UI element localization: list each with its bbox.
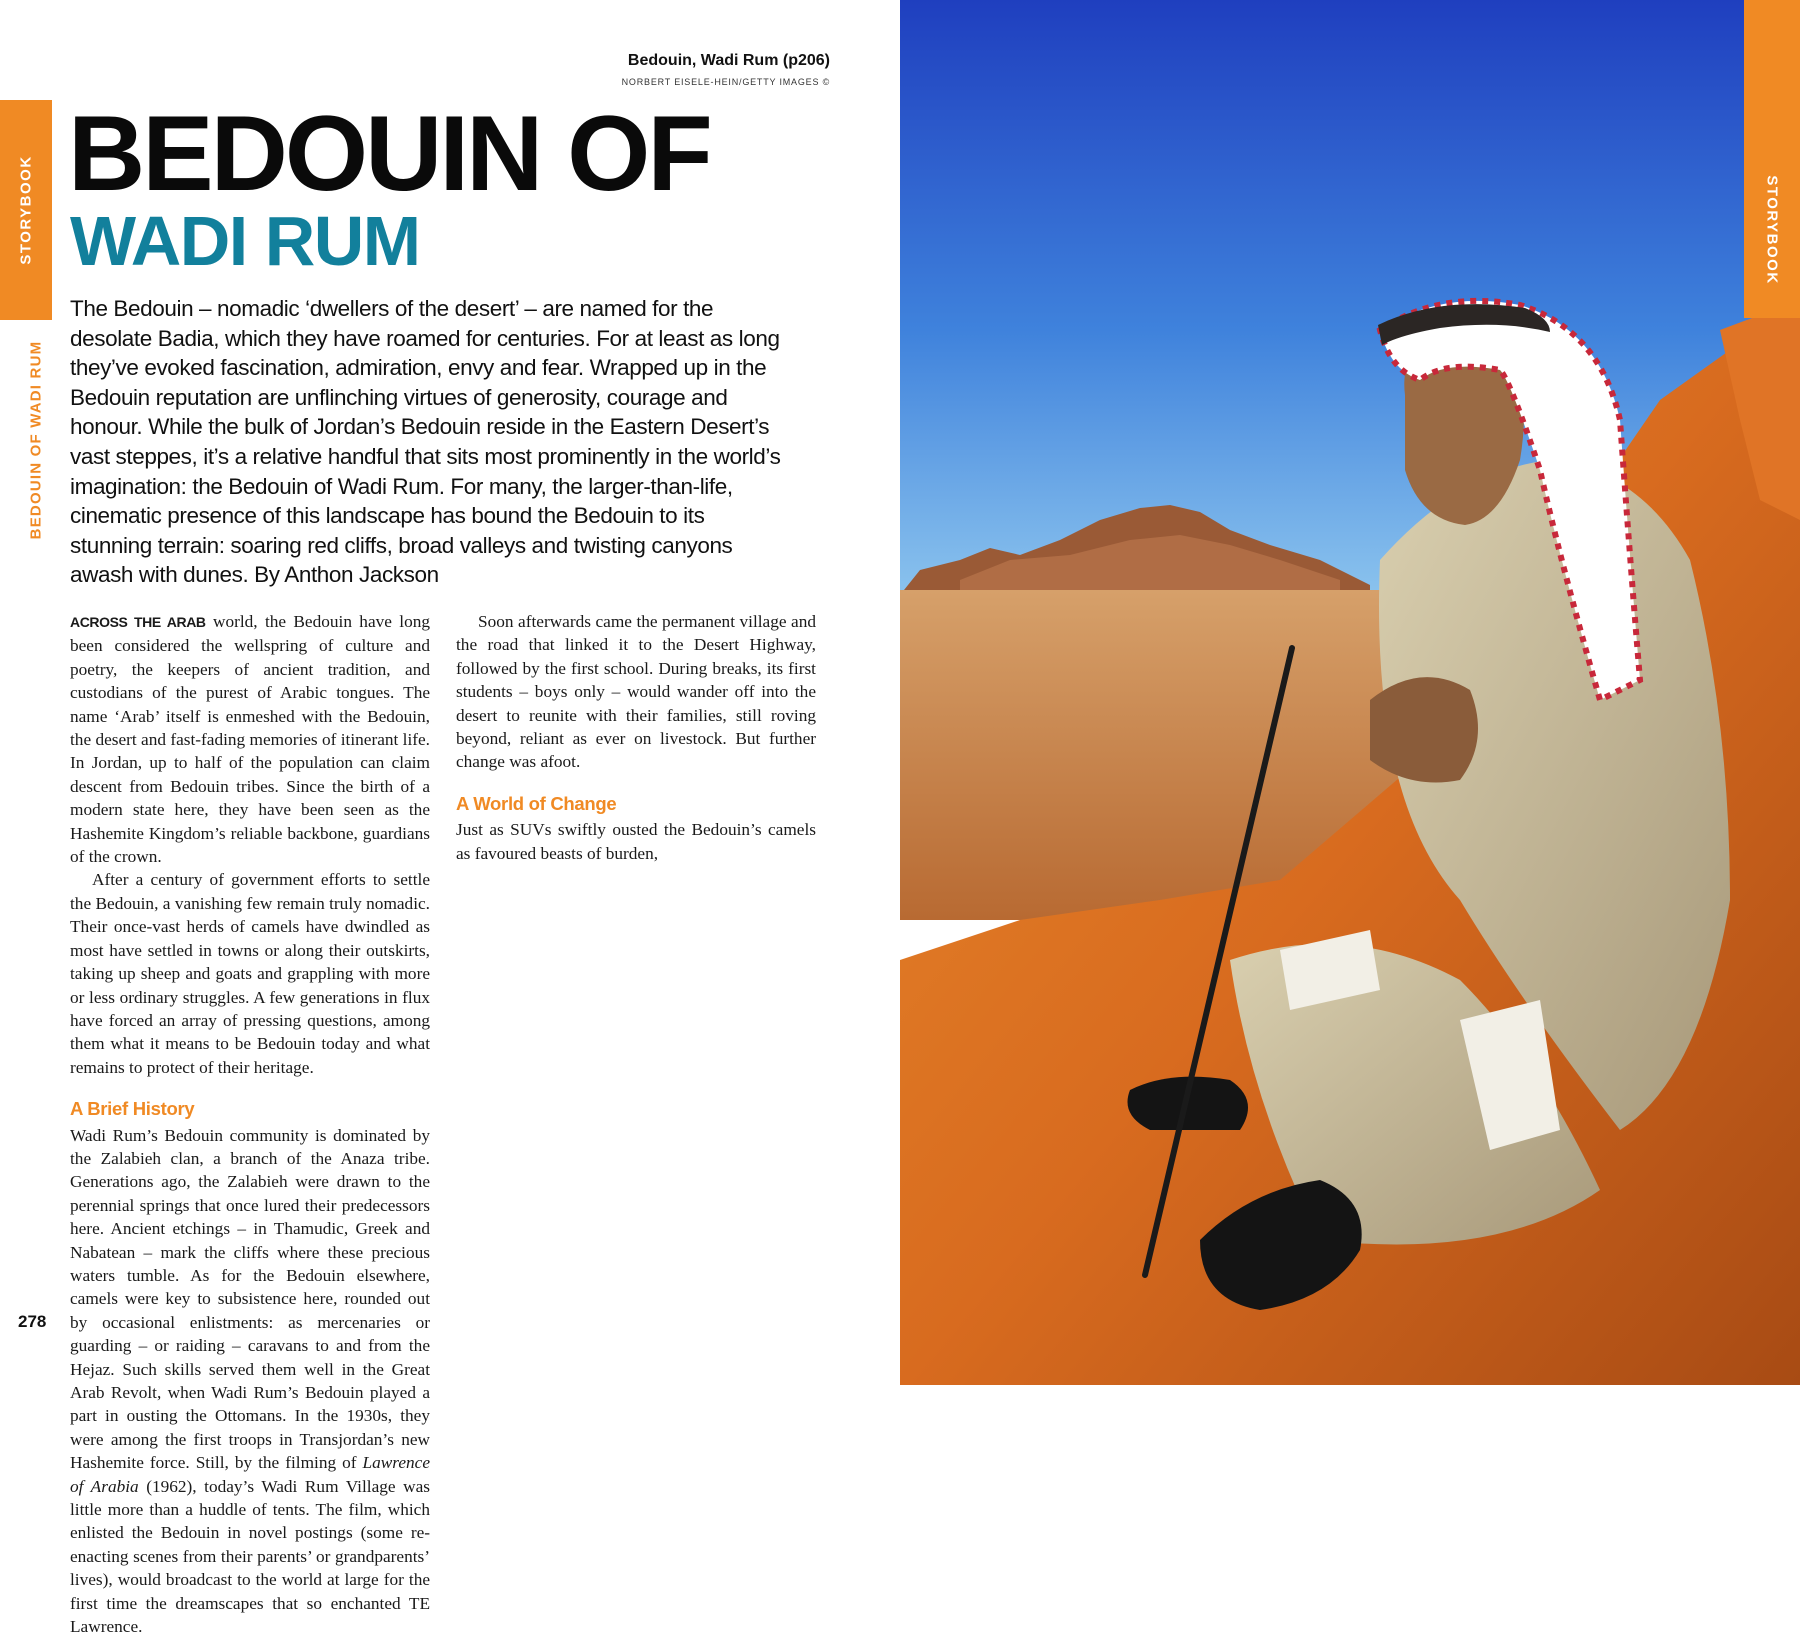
storybook-tab-left bbox=[0, 100, 52, 320]
body-column-1 bbox=[70, 610, 430, 1638]
paragraph-text: Wadi Rum’s Bedouin community is dominated by the Zalabieh clan, a branch of the Anaza tribe. Generations ago, the Zalabieh were drawn to the perennial springs that once lured their predecessors here. Ancient etchings – in Thamudic, Greek and Nabatean – mark the cliffs where these precious waters tumble. As for the Bedouin elsewhere, camels were key to subsistence here, rounded out by occasional enlistments: as mercenaries or guarding – or raiding – caravans to and from the Hejaz. Such skills served them well in the Great Arab Revolt, when Wadi Rum’s Bedouin played a part in ousting the Ottomans. In the 1930s, they were among the first troops in Transjordan’s new Hashemite force. Still, by the filming of bbox=[70, 1125, 430, 1473]
intro-paragraph: The Bedouin – nomadic ‘dwellers of the desert’ – are named for the desolate Badia, which they have roamed for centuries. For at least as long they’ve evoked fascination, admiration, envy and fear. Wrapped up in the Bedouin reputation are unflinching virtues of generosity, courage and honour. While the bulk of Jordan’s Bedouin reside in the Eastern Desert’s vast steppes, it’s a relative handful that sits most prominently in the world’s imagination: the Bedouin of Wadi Rum. For many, the larger-than-life, cinematic presence of this landscape has bound the Bedouin to its stunning terrain: soaring red cliffs, broad valleys and twisting canyons awash with dunes. By Anthon Jackson bbox=[70, 296, 781, 588]
storybook-tab-label: STORYBOOK bbox=[17, 155, 35, 265]
title-line-1: BEDOUIN OF bbox=[68, 93, 710, 213]
subheading-change: A World of Change bbox=[456, 792, 617, 814]
title-line-2: WADI RUM bbox=[70, 202, 420, 280]
photographer-credit: NORBERT EISELE-HEIN/GETTY IMAGES © bbox=[621, 77, 830, 87]
hands bbox=[1370, 677, 1478, 782]
page-number: 278 bbox=[18, 1312, 47, 1331]
subheading-history: A Brief History bbox=[70, 1098, 195, 1120]
body-paragraph bbox=[70, 610, 430, 868]
paragraph-text: (1962), today’s Wadi Rum Village was little more than a huddle of tents. The film, which enlisted the Bedouin in novel postings (some re-enacting scenes from their parents’ or grandparents’ lives), would broadcast to the world at large for the first time the dreamscapes that so enchanted TE Lawrence. bbox=[70, 1476, 430, 1637]
photo-credit bbox=[622, 52, 830, 87]
lead-in: ACROSS THE ARAB bbox=[70, 614, 206, 630]
storybook-tab-right bbox=[1744, 0, 1800, 318]
chapter-side-label: BEDOUIN OF WADI RUM bbox=[27, 340, 45, 540]
photo-caption: Bedouin, Wadi Rum (p206) bbox=[627, 52, 830, 69]
body-paragraph: Soon afterwards came the permanent village and the road that linked it to the Desert Highway, followed by the first school. During breaks, its first students – boys only – would wander off into the desert to reunite with their families, still roving beyond, reliant as ever on livestock. But further change was afoot. bbox=[456, 612, 816, 772]
paragraph-text: world, the Bedouin have long been considered the wellspring of culture and poetry, the keepers of ancient tradition, and custodians of the purest of Arabic tongues. The name ‘Arab’ itself is enmeshed with the Bedouin, the desert and fast-fading memories of itinerant life. In Jordan, up to half of the population can claim descent from Bedouin tribes. Since the birth of a modern state here, they have been seen as the Hashemite Kingdom’s reliable backbone, guardians of the crown. bbox=[70, 612, 430, 867]
film-title: Lawrence of Arabia bbox=[70, 1453, 430, 1496]
right-page bbox=[900, 0, 1800, 1385]
body-paragraph bbox=[70, 1124, 430, 1638]
body-paragraph: Just as SUVs swiftly ousted the Bedouin’s camels as favoured beasts of burden, bbox=[456, 820, 816, 863]
storybook-tab-label: STORYBOOK bbox=[1763, 175, 1781, 285]
body-column-2 bbox=[456, 610, 816, 865]
body-paragraph: After a century of government efforts to settle the Bedouin, a vanishing few remain truly nomadic. Their once-vast herds of camels have dwindled as most have settled in towns or along their outskirts, taking up sheep and goats and grappling with more or less ordinary struggles. A few generations in flux have forced an array of pressing questions, among them what it means to be Bedouin today and what remains to protect of their heritage. bbox=[70, 870, 430, 1077]
bedouin-photo bbox=[900, 0, 1800, 1385]
left-page bbox=[0, 0, 900, 1637]
